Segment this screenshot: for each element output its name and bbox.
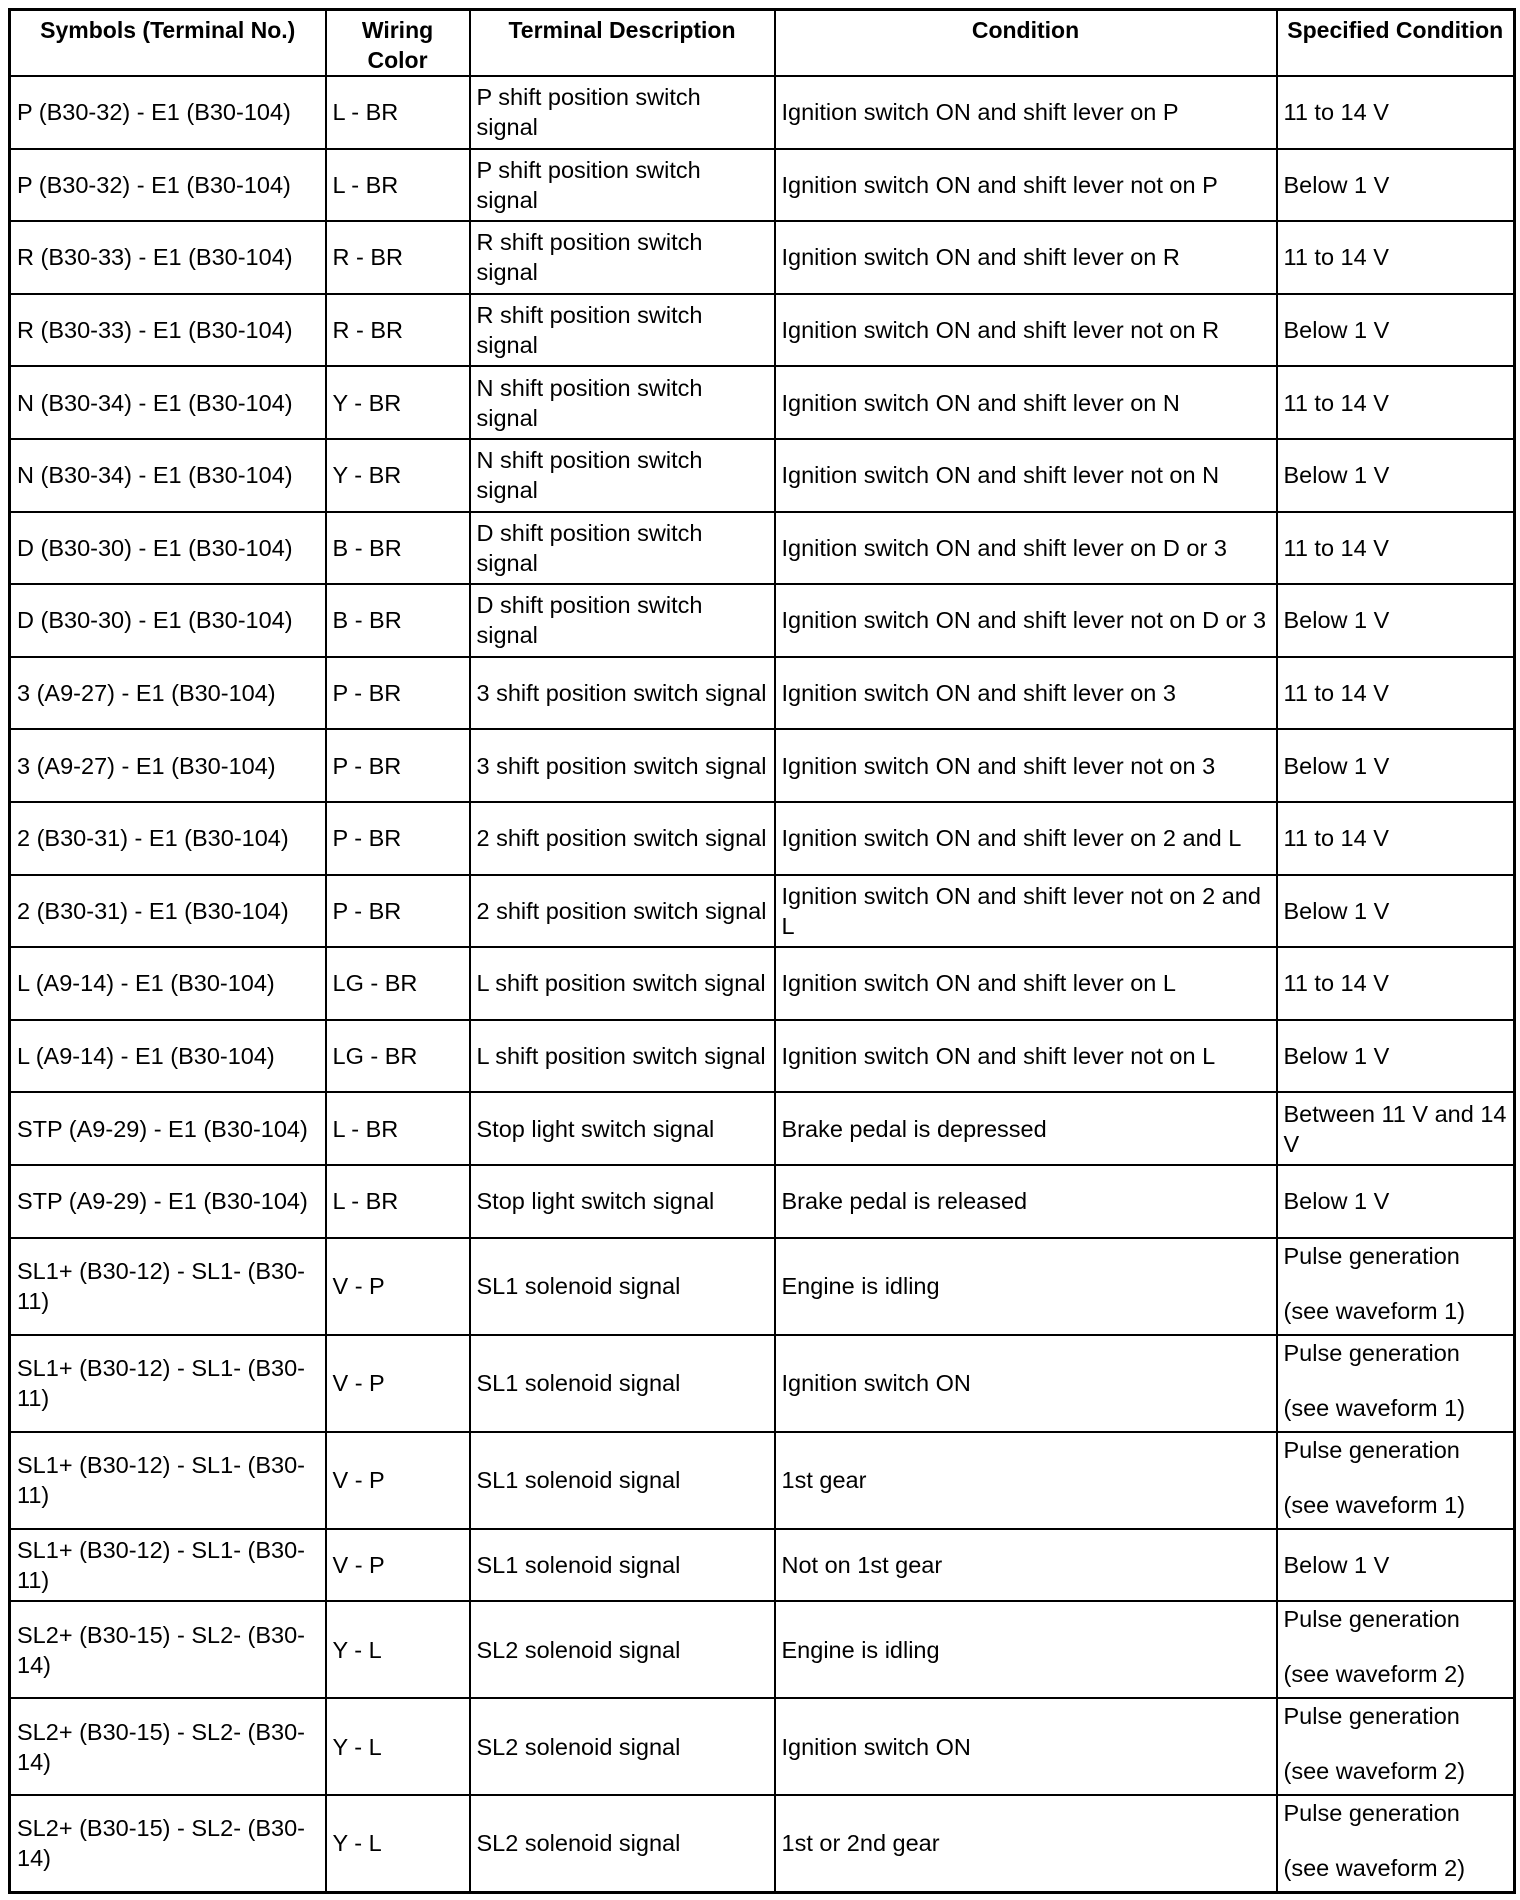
cell-wiring-color: L - BR (326, 149, 470, 222)
cell-condition: Ignition switch ON and shift lever on R (775, 221, 1277, 294)
table-row (10, 1795, 1515, 1892)
table-row (10, 1092, 1515, 1165)
table-row (10, 149, 1515, 222)
cell-condition: Ignition switch ON and shift lever not on P (775, 149, 1277, 222)
cell-specified-condition: 11 to 14 V (1277, 512, 1515, 585)
header-condition: Condition (775, 10, 1277, 77)
specified-main: Pulse generation (1283, 1606, 1460, 1633)
table-row (10, 1020, 1515, 1093)
table-row (10, 76, 1515, 149)
cell-symbols: 2 (B30-31) - E1 (B30-104) (10, 875, 326, 948)
specified-gap (1284, 1731, 1508, 1756)
cell-symbols: SL2+ (B30-15) - SL2- (B30-14) (10, 1601, 326, 1698)
cell-condition: Ignition switch ON and shift lever not on 2 and L (775, 875, 1277, 948)
specified-note: (see waveform 2) (1283, 1855, 1466, 1882)
specified-main: Pulse generation (1283, 1800, 1460, 1827)
cell-specified-condition: 11 to 14 V (1277, 657, 1515, 730)
cell-terminal-description: 3 shift position switch signal (470, 729, 775, 802)
cell-condition: Ignition switch ON and shift lever on P (775, 76, 1277, 149)
specified-note: (see waveform 2) (1283, 1661, 1466, 1688)
cell-wiring-color: Y - L (326, 1698, 470, 1795)
specified-gap (1284, 1634, 1508, 1659)
cell-condition: Ignition switch ON and shift lever not on R (775, 294, 1277, 367)
cell-terminal-description: P shift position switch signal (470, 76, 775, 149)
cell-symbols: 2 (B30-31) - E1 (B30-104) (10, 802, 326, 875)
cell-terminal-description: SL1 solenoid signal (470, 1529, 775, 1602)
table-row (10, 1432, 1515, 1529)
cell-terminal-description: 3 shift position switch signal (470, 657, 775, 730)
cell-terminal-description: SL1 solenoid signal (470, 1432, 775, 1529)
cell-wiring-color: L - BR (326, 1165, 470, 1238)
cell-condition: Brake pedal is depressed (775, 1092, 1277, 1165)
cell-condition: Ignition switch ON and shift lever on 3 (775, 657, 1277, 730)
table-row (10, 1698, 1515, 1795)
table-row (10, 221, 1515, 294)
table-row (10, 1335, 1515, 1432)
cell-specified-condition: 11 to 14 V (1277, 366, 1515, 439)
cell-terminal-description: SL1 solenoid signal (470, 1335, 775, 1432)
cell-wiring-color: Y - L (326, 1795, 470, 1892)
cell-wiring-color: B - BR (326, 584, 470, 657)
table-row (10, 947, 1515, 1020)
cell-terminal-description: L shift position switch signal (470, 1020, 775, 1093)
cell-specified-condition (1277, 1795, 1515, 1892)
cell-terminal-description: N shift position switch signal (470, 439, 775, 512)
cell-symbols: SL1+ (B30-12) - SL1- (B30-11) (10, 1529, 326, 1602)
specified-main: Pulse generation (1283, 1242, 1460, 1269)
cell-wiring-color: LG - BR (326, 1020, 470, 1093)
cell-specified-condition: Below 1 V (1277, 584, 1515, 657)
cell-specified-condition (1277, 1698, 1515, 1795)
cell-terminal-description: P shift position switch signal (470, 149, 775, 222)
cell-specified-condition: Below 1 V (1277, 294, 1515, 367)
cell-symbols: P (B30-32) - E1 (B30-104) (10, 149, 326, 222)
cell-wiring-color: R - BR (326, 294, 470, 367)
cell-terminal-description: Stop light switch signal (470, 1092, 775, 1165)
cell-symbols: R (B30-33) - E1 (B30-104) (10, 221, 326, 294)
table-row (10, 875, 1515, 948)
cell-condition: Ignition switch ON and shift lever on L (775, 947, 1277, 1020)
cell-symbols: SL1+ (B30-12) - SL1- (B30-11) (10, 1238, 326, 1335)
cell-symbols: SL1+ (B30-12) - SL1- (B30-11) (10, 1335, 326, 1432)
cell-condition: 1st or 2nd gear (775, 1795, 1277, 1892)
cell-specified-condition (1277, 1335, 1515, 1432)
cell-wiring-color: P - BR (326, 657, 470, 730)
header-symbols: Symbols (Terminal No.) (10, 10, 326, 77)
cell-condition: Ignition switch ON and shift lever not on L (775, 1020, 1277, 1093)
header-wiring-color: Wiring Color (326, 10, 470, 77)
cell-wiring-color: P - BR (326, 729, 470, 802)
cell-specified-condition: 11 to 14 V (1277, 221, 1515, 294)
specified-main: Pulse generation (1283, 1339, 1460, 1366)
cell-symbols: N (B30-34) - E1 (B30-104) (10, 366, 326, 439)
cell-terminal-description: R shift position switch signal (470, 221, 775, 294)
cell-terminal-description: R shift position switch signal (470, 294, 775, 367)
specified-note: (see waveform 1) (1283, 1394, 1466, 1421)
cell-condition: Engine is idling (775, 1601, 1277, 1698)
table-row (10, 439, 1515, 512)
cell-terminal-description: 2 shift position switch signal (470, 875, 775, 948)
cell-terminal-description: 2 shift position switch signal (470, 802, 775, 875)
table-row (10, 1529, 1515, 1602)
cell-terminal-description: SL2 solenoid signal (470, 1795, 775, 1892)
cell-specified-condition: Below 1 V (1277, 1165, 1515, 1238)
cell-condition: Ignition switch ON and shift lever on 2 and L (775, 802, 1277, 875)
cell-terminal-description: SL1 solenoid signal (470, 1238, 775, 1335)
cell-symbols: L (A9-14) - E1 (B30-104) (10, 1020, 326, 1093)
specified-note: (see waveform 2) (1283, 1758, 1466, 1785)
cell-specified-condition: 11 to 14 V (1277, 947, 1515, 1020)
cell-specified-condition: Below 1 V (1277, 149, 1515, 222)
cell-condition: Ignition switch ON and shift lever on N (775, 366, 1277, 439)
specified-main: Pulse generation (1283, 1703, 1460, 1730)
specified-gap (1284, 1368, 1508, 1393)
cell-symbols: R (B30-33) - E1 (B30-104) (10, 294, 326, 367)
cell-condition: Ignition switch ON and shift lever not on D or 3 (775, 584, 1277, 657)
cell-terminal-description: D shift position switch signal (470, 584, 775, 657)
cell-wiring-color: P - BR (326, 802, 470, 875)
cell-terminal-description: SL2 solenoid signal (470, 1601, 775, 1698)
cell-wiring-color: P - BR (326, 875, 470, 948)
cell-symbols: P (B30-32) - E1 (B30-104) (10, 76, 326, 149)
cell-terminal-description: N shift position switch signal (470, 366, 775, 439)
cell-specified-condition: 11 to 14 V (1277, 802, 1515, 875)
cell-symbols: L (A9-14) - E1 (B30-104) (10, 947, 326, 1020)
cell-specified-condition: Below 1 V (1277, 875, 1515, 948)
table-row (10, 1601, 1515, 1698)
specified-gap (1284, 1271, 1508, 1296)
cell-specified-condition: 11 to 14 V (1277, 76, 1515, 149)
terminal-table-sheet (8, 8, 1513, 1894)
cell-wiring-color: B - BR (326, 512, 470, 585)
cell-specified-condition (1277, 1238, 1515, 1335)
cell-condition: Engine is idling (775, 1238, 1277, 1335)
specified-note: (see waveform 1) (1283, 1491, 1466, 1518)
cell-condition: Ignition switch ON and shift lever not on 3 (775, 729, 1277, 802)
specified-main: Pulse generation (1283, 1436, 1460, 1463)
table-row (10, 802, 1515, 875)
table-row (10, 294, 1515, 367)
cell-specified-condition: Below 1 V (1277, 1020, 1515, 1093)
cell-condition: Not on 1st gear (775, 1529, 1277, 1602)
cell-symbols: D (B30-30) - E1 (B30-104) (10, 512, 326, 585)
cell-specified-condition: Below 1 V (1277, 439, 1515, 512)
terminal-table (8, 8, 1516, 1894)
table-header-row (10, 10, 1515, 77)
cell-symbols: SL2+ (B30-15) - SL2- (B30-14) (10, 1795, 326, 1892)
cell-specified-condition (1277, 1601, 1515, 1698)
header-specified-condition: Specified Condition (1277, 10, 1515, 77)
cell-symbols: D (B30-30) - E1 (B30-104) (10, 584, 326, 657)
table-row (10, 657, 1515, 730)
table-row (10, 584, 1515, 657)
cell-terminal-description: Stop light switch signal (470, 1165, 775, 1238)
specified-gap (1284, 1828, 1508, 1853)
cell-condition: Ignition switch ON and shift lever on D or 3 (775, 512, 1277, 585)
cell-terminal-description: L shift position switch signal (470, 947, 775, 1020)
cell-condition: Ignition switch ON (775, 1698, 1277, 1795)
header-terminal-description: Terminal Description (470, 10, 775, 77)
cell-wiring-color: V - P (326, 1335, 470, 1432)
cell-wiring-color: L - BR (326, 76, 470, 149)
cell-wiring-color: Y - BR (326, 366, 470, 439)
cell-condition: Ignition switch ON (775, 1335, 1277, 1432)
table-row (10, 729, 1515, 802)
cell-symbols: STP (A9-29) - E1 (B30-104) (10, 1165, 326, 1238)
cell-wiring-color: LG - BR (326, 947, 470, 1020)
cell-symbols: SL2+ (B30-15) - SL2- (B30-14) (10, 1698, 326, 1795)
cell-symbols: N (B30-34) - E1 (B30-104) (10, 439, 326, 512)
cell-wiring-color: R - BR (326, 221, 470, 294)
cell-specified-condition: Below 1 V (1277, 729, 1515, 802)
cell-wiring-color: Y - BR (326, 439, 470, 512)
specified-gap (1284, 1465, 1508, 1490)
cell-specified-condition (1277, 1432, 1515, 1529)
cell-condition: Ignition switch ON and shift lever not on N (775, 439, 1277, 512)
cell-wiring-color: L - BR (326, 1092, 470, 1165)
cell-wiring-color: V - P (326, 1432, 470, 1529)
specified-note: (see waveform 1) (1283, 1297, 1466, 1324)
cell-specified-condition: Below 1 V (1277, 1529, 1515, 1602)
cell-symbols: SL1+ (B30-12) - SL1- (B30-11) (10, 1432, 326, 1529)
table-row (10, 1165, 1515, 1238)
table-row (10, 366, 1515, 439)
cell-specified-condition: Between 11 V and 14 V (1277, 1092, 1515, 1165)
cell-symbols: 3 (A9-27) - E1 (B30-104) (10, 729, 326, 802)
cell-wiring-color: Y - L (326, 1601, 470, 1698)
cell-wiring-color: V - P (326, 1238, 470, 1335)
cell-condition: Brake pedal is released (775, 1165, 1277, 1238)
cell-terminal-description: D shift position switch signal (470, 512, 775, 585)
table-row (10, 512, 1515, 585)
cell-condition: 1st gear (775, 1432, 1277, 1529)
table-row (10, 1238, 1515, 1335)
cell-terminal-description: SL2 solenoid signal (470, 1698, 775, 1795)
cell-symbols: STP (A9-29) - E1 (B30-104) (10, 1092, 326, 1165)
cell-symbols: 3 (A9-27) - E1 (B30-104) (10, 657, 326, 730)
cell-wiring-color: V - P (326, 1529, 470, 1602)
